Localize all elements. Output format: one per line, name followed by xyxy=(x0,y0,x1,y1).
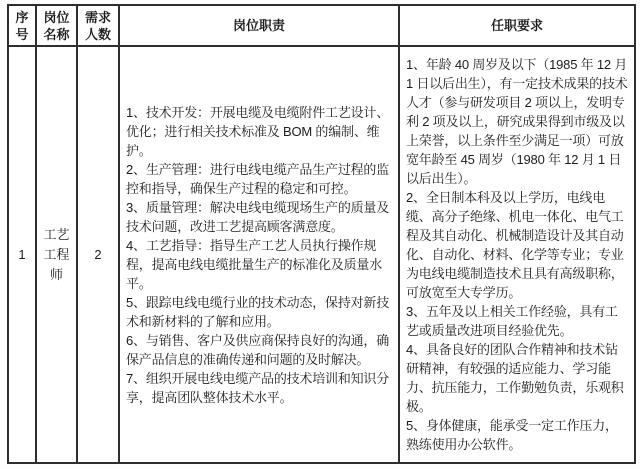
requirement-item: 5、身体健康，能承受一定工作压力，熟练使用办公软件。 xyxy=(406,418,618,452)
requirement-item: 1、年龄 40 周岁及以下（1985 年 12 月 1 日以后出生），有一定技术成果的技术人才（参与研发项目 2 项以上，发明专利 2 项及以上，研究成果得到市级及以上荣誉，以上条件至少满足一项）可放宽年龄至 45 周岁（1980 年 12 月 1 日以后出生）。 xyxy=(406,57,628,186)
duty-item: 2、生产管理：进行电线电缆产品生产过程的监控和指导，确保生产过程的稳定和可控。 xyxy=(126,161,390,196)
cell-duties xyxy=(119,46,399,463)
table-header-row xyxy=(8,5,635,46)
header-duties: 岗位职责 xyxy=(119,5,399,46)
requirement-item: 3、五年及以上相关工作经验，具有工艺或质量改进项目经验优先。 xyxy=(406,304,618,338)
cell-requirements xyxy=(399,46,635,463)
duty-item: 3、质量管理：解决电线电缆现场生产的质量及技术问题，改进工艺提高顾客满意度。 xyxy=(126,199,390,234)
cell-position-name: 工艺工程师 xyxy=(36,46,77,463)
duty-item: 5、跟踪电线电缆行业的技术动态，保持对新技术和新材料的了解和应用。 xyxy=(126,294,390,329)
header-seq: 序号 xyxy=(8,5,36,46)
table-row xyxy=(8,46,635,463)
cell-headcount: 2 xyxy=(77,46,119,463)
duty-item: 7、组织开展电线电缆产品的技术培训和知识分享，提高团队整体技术水平。 xyxy=(126,370,390,405)
header-requirements: 任职要求 xyxy=(399,5,635,46)
cell-seq: 1 xyxy=(8,46,36,463)
duty-item: 1、技术开发：开展电缆及电缆附件工艺设计、优化；进行相关技术标准及 BOM 的编制、维护。 xyxy=(126,104,390,158)
requirement-item: 4、具备良好的团队合作精神和技术钻研精神，有较强的适应能力、学习能力、抗压能力，工作勤勉负责，乐观积极。 xyxy=(406,342,624,414)
duty-item: 6、与销售、客户及供应商保持良好的沟通，确保产品信息的准确传递和问题的及时解决。 xyxy=(126,332,390,367)
job-posting-table xyxy=(7,4,636,464)
header-position-name: 岗位名称 xyxy=(36,5,77,46)
duty-item: 4、工艺指导：指导生产工艺人员执行操作规程，提高电线电缆批量生产的标准化及质量水平。 xyxy=(126,237,383,291)
header-headcount: 需求人数 xyxy=(77,5,119,46)
requirement-item: 2、全日制本科及以上学历，电线电缆、高分子绝缘、机电一体化、电气工程及其自动化、机械制造设计及其自动化、自动化、材料、化学等专业；专业为电线电缆制造技术且具有高级职称，可放宽至大专学历。 xyxy=(406,190,624,300)
